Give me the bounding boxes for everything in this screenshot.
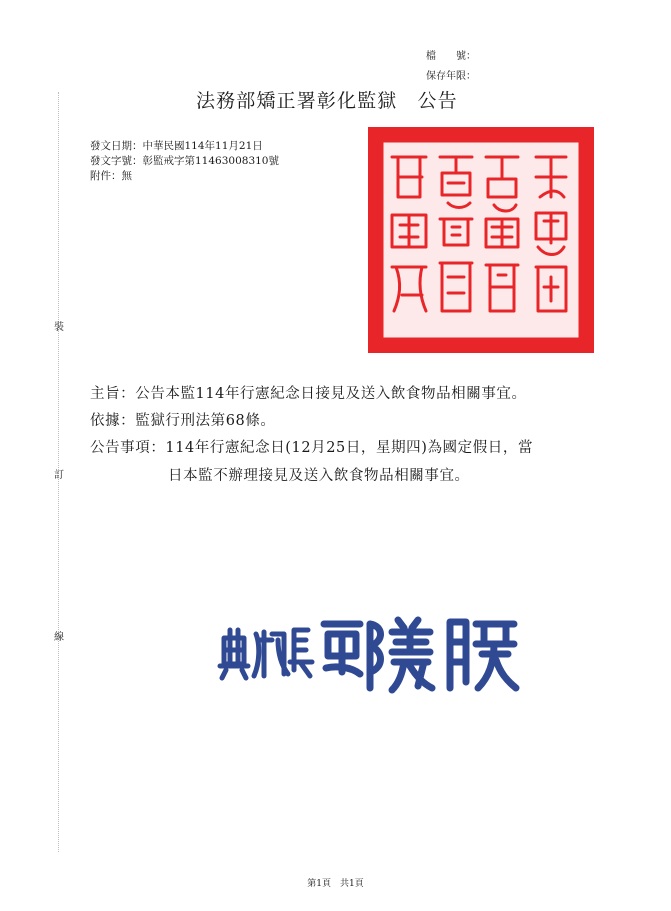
official-seal — [368, 127, 594, 353]
basis-line: 依據：監獄行刑法第68條。 — [90, 413, 276, 429]
page-title: 法務部矯正署彰化監獄 公告 — [196, 90, 458, 112]
subject-line: 主旨：公告本監114年行憲紀念日接見及送入飲食物品相關事宜。 — [90, 386, 527, 402]
reference-number: 發文字號：彰監戒字第11463008310號 — [90, 155, 279, 167]
binding-mark-zhuang: 裝 — [54, 322, 64, 333]
retention-period-label: 保存年限： — [426, 71, 476, 82]
director-signature-stamp — [214, 610, 524, 694]
binding-mark-xian: 線 — [54, 632, 64, 643]
binding-mark-ding: 訂 — [54, 470, 64, 481]
notice-line-1: 公告事項：114年行憲紀念日(12月25日，星期四)為國定假日，當 — [90, 440, 534, 456]
issue-date: 發文日期：中華民國114年11月21日 — [90, 140, 263, 152]
attachment-info: 附件：無 — [90, 170, 132, 182]
page-footer: 第1頁 共1頁 — [307, 879, 364, 889]
file-number-label: 檔 號： — [426, 51, 476, 62]
notice-line-2: 日本監不辦理接見及送入飲食物品相關事宜。 — [168, 468, 470, 484]
